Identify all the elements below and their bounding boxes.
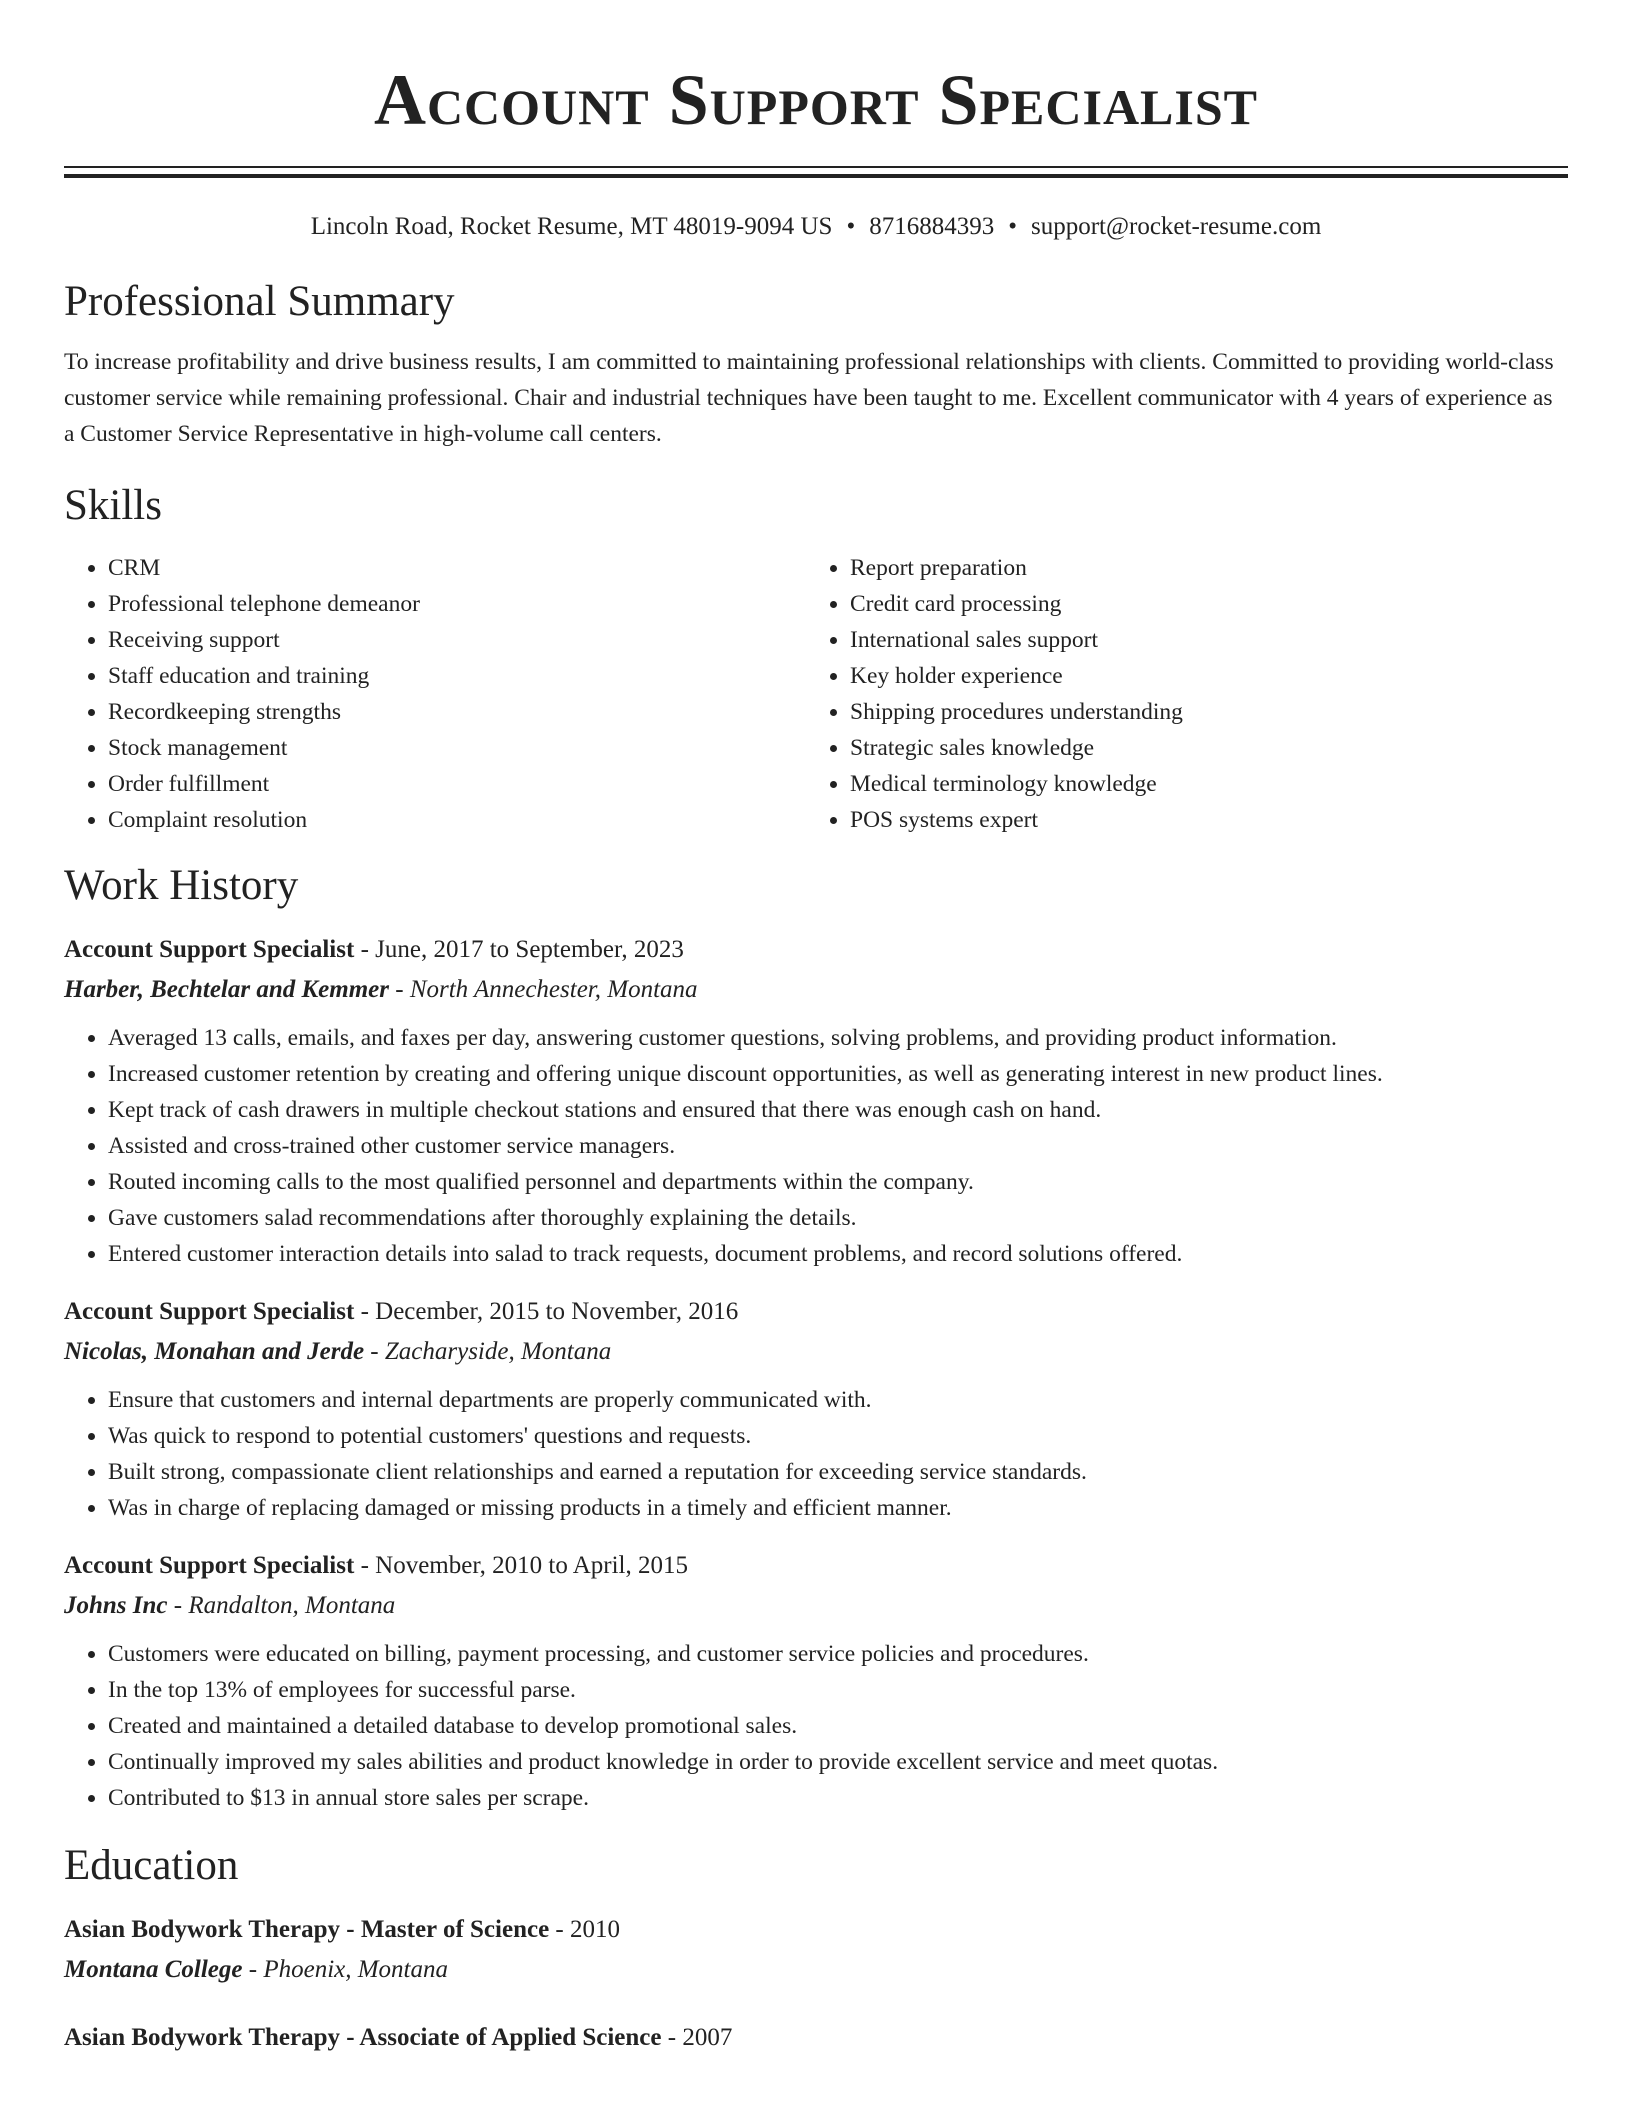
- job-bullet: • Gave customers salad recommendations after thoroughly explaining the details.: [108, 1200, 1568, 1236]
- education-degree-line: [64, 2018, 1568, 2058]
- education-entry: [64, 1910, 1568, 1990]
- skills-list-left: [64, 550, 806, 838]
- job-bullets: [64, 1636, 1568, 1816]
- job-location: - Randalton, Montana: [167, 1592, 396, 1619]
- job-bullet: • Kept track of cash drawers in multiple checkout stations and ensured that there was enough cash on hand.: [108, 1092, 1568, 1128]
- skills-heading: Skills: [64, 482, 162, 529]
- skill-item: • Recordkeeping strengths: [108, 694, 806, 730]
- summary-heading: Professional Summary: [64, 278, 455, 325]
- job-bullet: • Contributed to $13 in annual store sales per scrape.: [108, 1780, 1568, 1816]
- job-bullet: • Was quick to respond to potential customers' questions and requests.: [108, 1418, 1568, 1454]
- job-title: Account Support Specialist: [64, 1552, 355, 1579]
- skill-item: • Shipping procedures understanding: [850, 694, 1566, 730]
- job-company-line: [64, 1332, 1568, 1372]
- education-school-line: [64, 1950, 1568, 1990]
- job-bullet: • Created and maintained a detailed database to develop promotional sales.: [108, 1708, 1568, 1744]
- job-bullet: • Increased customer retention by creating and offering unique discount opportunities, as well as generating interest in new product lines.: [108, 1056, 1568, 1092]
- job-company: Johns Inc: [64, 1592, 168, 1619]
- skill-item: • Stock management: [108, 730, 806, 766]
- job-entry: [64, 1292, 1568, 1526]
- job-bullet: • Customers were educated on billing, payment processing, and customer service policies and procedures.: [108, 1636, 1568, 1672]
- job-bullets: [64, 1382, 1568, 1526]
- summary-text: To increase profitability and drive business results, I am committed to maintaining professional relationships with clients. Committed to providing world-class customer service while remaining professional. Chair and industrial techniques have been taught to me. Excellent communicator with 4 years of experience as a Customer Service Representative in high-volume call centers.: [64, 349, 1554, 447]
- education-school: Montana College: [64, 1956, 243, 1983]
- skill-item: • Credit card processing: [850, 586, 1566, 622]
- skill-item: • Report preparation: [850, 550, 1566, 586]
- job-company: Harber, Bechtelar and Kemmer: [64, 976, 389, 1003]
- job-title-line: [64, 930, 1568, 970]
- skills-list-right: [806, 550, 1566, 838]
- job-dates: - November, 2010 to April, 2015: [354, 1552, 688, 1579]
- education-year: - 2007: [661, 2024, 733, 2051]
- skill-item: • Complaint resolution: [108, 802, 806, 838]
- education-entry: [64, 2018, 1568, 2058]
- resume-title: Account Support Specialist: [373, 60, 1259, 140]
- job-location: - North Annechester, Montana: [389, 976, 698, 1003]
- job-location: - Zacharyside, Montana: [364, 1338, 612, 1365]
- education-heading: Education: [64, 1842, 239, 1889]
- contact-phone: 8716884393: [869, 213, 995, 240]
- education-location: - Phoenix, Montana: [242, 1956, 449, 1983]
- skill-item: • Professional telephone demeanor: [108, 586, 806, 622]
- job-title: Account Support Specialist: [64, 936, 355, 963]
- skill-item: • Medical terminology knowledge: [850, 766, 1566, 802]
- education-degree-line: [64, 1910, 1568, 1950]
- skill-item: • Strategic sales knowledge: [850, 730, 1566, 766]
- title-rule-thick: [64, 174, 1568, 178]
- skill-item: • Staff education and training: [108, 658, 806, 694]
- job-bullet: • Built strong, compassionate client relationships and earned a reputation for exceeding service standards.: [108, 1454, 1568, 1490]
- job-bullet: • Was in charge of replacing damaged or missing products in a timely and efficient manner.: [108, 1490, 1568, 1526]
- job-bullet: • Assisted and cross-trained other customer service managers.: [108, 1128, 1568, 1164]
- job-title-line: [64, 1546, 1568, 1586]
- job-company-line: [64, 1586, 1568, 1626]
- contact-address: Lincoln Road, Rocket Resume, MT 48019-9094 US: [310, 213, 833, 240]
- contact-line: [64, 210, 1568, 244]
- job-company-line: [64, 970, 1568, 1010]
- contact-separator: •: [846, 213, 856, 240]
- job-bullet: • Routed incoming calls to the most qualified personnel and departments within the company.: [108, 1164, 1568, 1200]
- job-dates: - December, 2015 to November, 2016: [354, 1298, 739, 1325]
- job-entry: [64, 1546, 1568, 1816]
- job-title: Account Support Specialist: [64, 1298, 355, 1325]
- job-bullet: • In the top 13% of employees for successful parse.: [108, 1672, 1568, 1708]
- job-entry: [64, 930, 1568, 1272]
- skill-item: • International sales support: [850, 622, 1566, 658]
- education-year: - 2010: [549, 1916, 620, 1943]
- job-bullets: [64, 1020, 1568, 1272]
- job-bullet: • Ensure that customers and internal departments are properly communicated with.: [108, 1382, 1568, 1418]
- contact-email: support@rocket-resume.com: [1030, 213, 1322, 240]
- skill-item: • Order fulfillment: [108, 766, 806, 802]
- job-bullet: • Entered customer interaction details into salad to track requests, document problems, and record solutions offered.: [108, 1236, 1568, 1272]
- skills-columns: [64, 550, 1568, 838]
- job-dates: - June, 2017 to September, 2023: [354, 936, 684, 963]
- education-degree: Asian Bodywork Therapy - Master of Science: [64, 1916, 550, 1943]
- education-degree: Asian Bodywork Therapy - Associate of Applied Science: [64, 2024, 662, 2051]
- job-title-line: [64, 1292, 1568, 1332]
- contact-separator: •: [1008, 213, 1017, 240]
- skill-item: • Receiving support: [108, 622, 806, 658]
- work-history-heading: Work History: [64, 862, 299, 909]
- skill-item: • CRM: [108, 550, 806, 586]
- title-rule-thin: [64, 166, 1568, 168]
- job-bullet: • Continually improved my sales abilities and product knowledge in order to provide excellent service and meet quotas.: [108, 1744, 1568, 1780]
- job-bullet: • Averaged 13 calls, emails, and faxes per day, answering customer questions, solving problems, and providing product information.: [108, 1020, 1568, 1056]
- skill-item: • Key holder experience: [850, 658, 1566, 694]
- job-company: Nicolas, Monahan and Jerde: [64, 1338, 365, 1365]
- skill-item: • POS systems expert: [850, 802, 1566, 838]
